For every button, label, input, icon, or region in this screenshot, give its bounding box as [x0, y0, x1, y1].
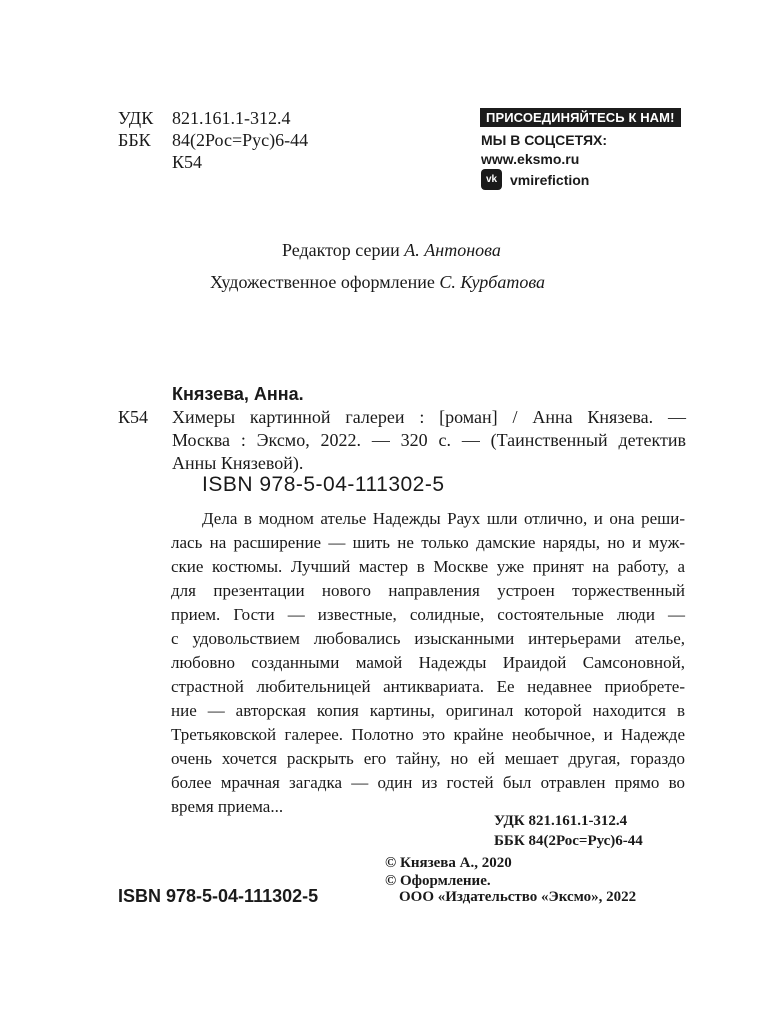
bottom-bbk: ББК 84(2Рос=Рус)6-44: [494, 833, 643, 849]
annotation-line: очень хочется раскрыть его тайну, но ей мешает другая, гораздо: [171, 749, 685, 768]
record-isbn: ISBN 978-5-04-111302-5: [202, 473, 445, 496]
annotation-line: ние — авторская копия картины, оригинал которой находится в: [171, 701, 685, 720]
bottom-udk: УДК 821.161.1-312.4: [494, 813, 628, 829]
social-label: МЫ В СОЦСЕТЯХ:: [481, 132, 608, 148]
udk-label: УДК: [118, 108, 154, 128]
annotation-line: страстной любительницей антиквариата. Ее недавнее приобрете-: [171, 677, 685, 696]
bbk-value: 84(2Рос=Рус)6-44: [172, 130, 309, 150]
record-title-line-1: Химеры картинной галереи : [роман] / Анна Князева. —: [172, 407, 686, 427]
annotation-line: Дела в модном ателье Надежды Раух шли отлично, и она реши-: [202, 509, 685, 528]
annotation-line: Третьяковской галерее. Полотно это крайне необычное, и Надежде: [171, 725, 685, 744]
series-editor-label: Редактор серии: [282, 240, 400, 260]
design-credit: [210, 272, 545, 293]
author-heading: Князева, Анна.: [172, 384, 304, 404]
design-name: С. Курбатова: [439, 272, 546, 292]
record-title-line-3: Анны Князевой).: [172, 453, 304, 473]
vk-handle: vmirefiction: [510, 171, 590, 188]
vk-icon: vk: [481, 169, 502, 190]
website-link[interactable]: www.eksmo.ru: [481, 151, 580, 167]
bottom-isbn: ISBN 978-5-04-111302-5: [118, 886, 319, 906]
udk-value: 821.161.1-312.4: [172, 108, 291, 128]
annotation-line: с удовольствием любовались изысканными интерьерами ателье,: [171, 629, 685, 648]
design-label: Художественное оформление: [210, 272, 435, 292]
annotation-line: более мрачная загадка — один из гостей был отравлен прямо во: [171, 773, 685, 792]
annotation-line: для презентации нового направления устроен торжественный: [171, 581, 685, 600]
annotation-line: прием. Гости — известные, солидные, состоятельные люди —: [171, 605, 685, 624]
annotation-line: ские костюмы. Лучший мастер в Москве уже принят на работу, а: [171, 557, 685, 576]
copyright-author: © Князева А., 2020: [385, 855, 512, 871]
bbk-label: ББК: [118, 130, 151, 150]
author-mark: К54: [172, 152, 203, 172]
record-mark: К54: [118, 407, 149, 427]
series-editor-credit: [282, 240, 501, 261]
annotation-line: время приема...: [171, 797, 284, 816]
join-us-badge: ПРИСОЕДИНЯЙТЕСЬ К НАМ!: [480, 108, 681, 127]
vk-link[interactable]: [481, 169, 589, 190]
copyright-publisher: ООО «Издательство «Эксмо», 2022: [399, 889, 637, 905]
record-title-line-2: Москва : Эксмо, 2022. — 320 с. — (Таинственный детектив: [172, 430, 686, 450]
annotation-line: лась на расширение — шить не только дамские наряды, но и муж-: [171, 533, 685, 552]
series-editor-name: А. Антонова: [404, 240, 501, 260]
copyright-design: © Оформление.: [385, 873, 491, 889]
annotation-line: любовно созданными мамой Надежды Ираидой Самсоновной,: [171, 653, 685, 672]
